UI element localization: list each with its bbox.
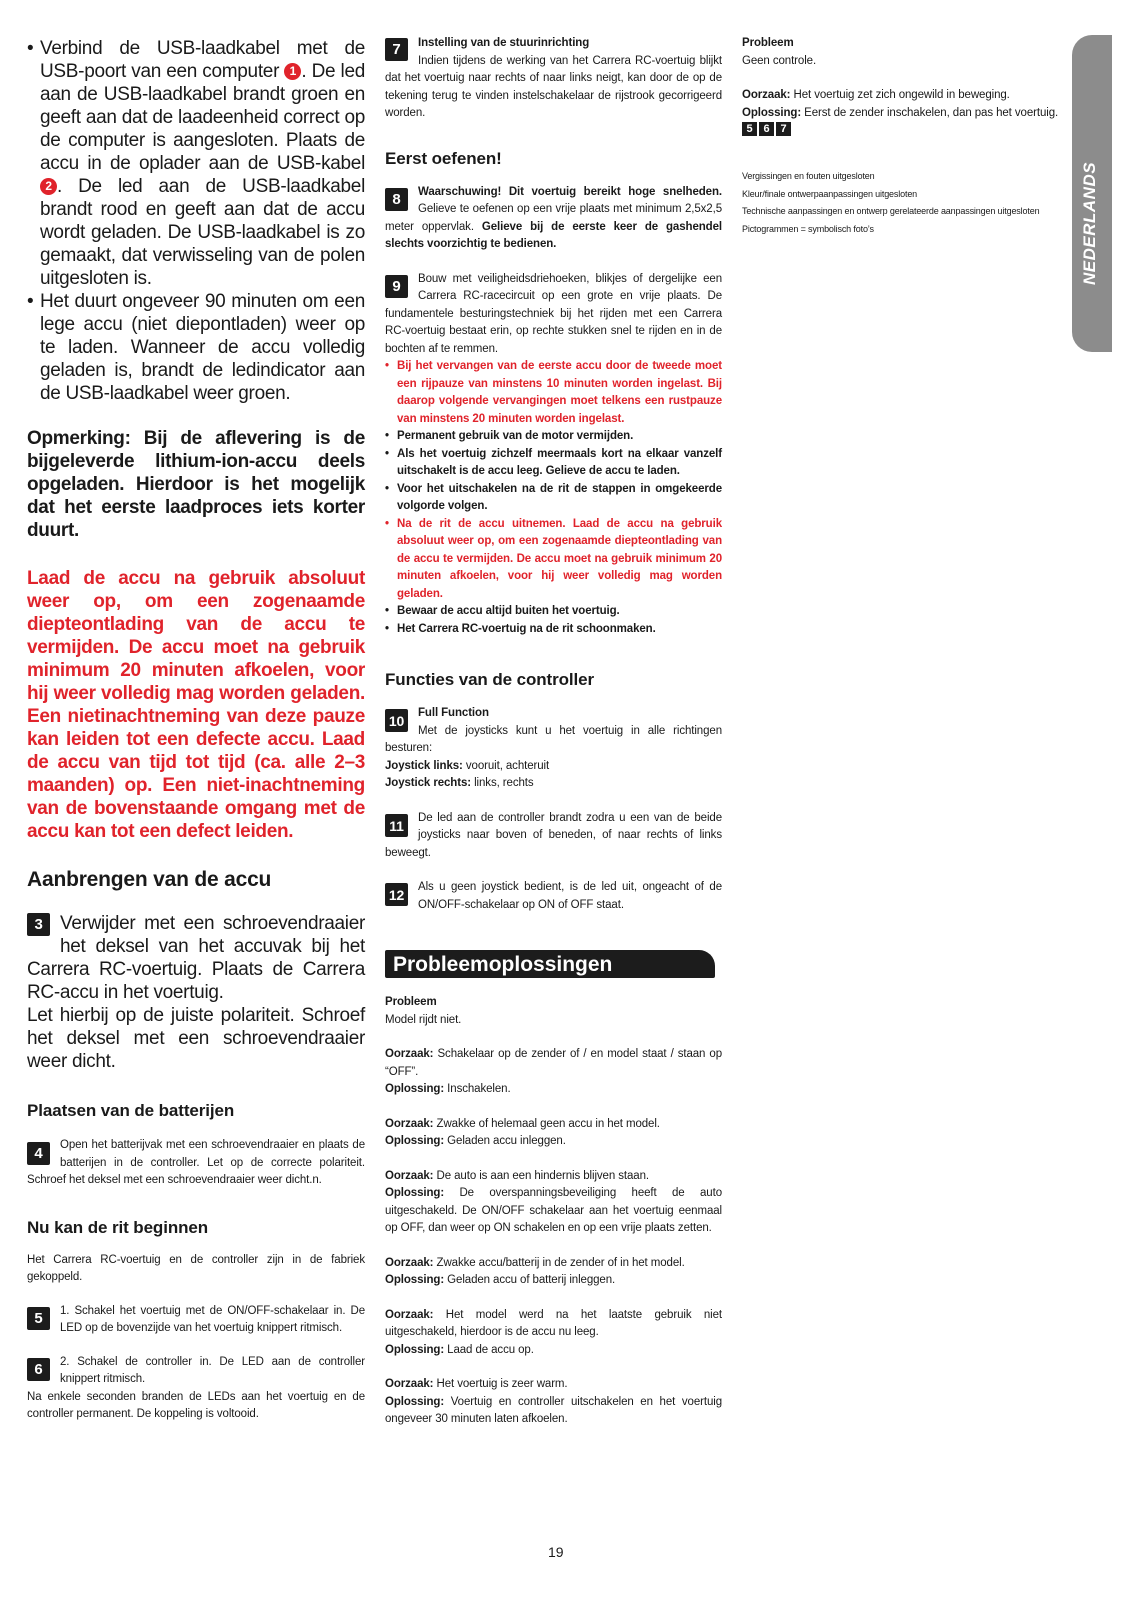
- step-7: 7 Instelling van de stuurinrichting Indien tijdens de werking van het Carrera RC-voertuig blijkt dat het voertuig naar rechts of naar links neigt, kan door de op de tekening terug te vinden instelschakelaar de rijstrook gecorrigeerd worden.: [385, 37, 722, 119]
- disclaimers: Vergissingen en fouten uitgesloten Kleur/finale ontwerpaanpassingen uitgesloten Technische aanpassingen en ontwerp gerelateerde aanpassingen uitgesloten Pictogrammen = symbolisch foto’s: [742, 171, 1040, 234]
- bullet-item: • Permanent gebruik van de motor vermijden.: [385, 428, 722, 446]
- bullet-item: • Als het voertuig zichzelf meermaals kort na elkaar vanzelf uitschakelt is de accu leeg. Gelieve de accu te laden.: [385, 446, 722, 481]
- heading-rit: Nu kan de rit beginnen: [27, 1217, 209, 1237]
- step-3: 3 Verwijder met een schroevendraaier het deksel van het accuvak bij het Carrera RC-voertuig. Plaats de Carrera RC-accu in het voertuig. Let hierbij op de juiste polariteit. Schroef het deksel met een schroevendraaier weer dicht.: [27, 913, 365, 1072]
- troubleshooting-banner: Probleemoplossingen: [385, 950, 715, 978]
- ref-badge: 7: [776, 122, 791, 136]
- charge-time-bullet: • Het duurt ongeveer 90 minuten om een lege accu (niet diepontladen) weer op te laden. Wanneer de accu volledig geladen is, brandt de ledindicator aan de USB-laadkabel weer groen.: [27, 290, 365, 405]
- trouble-item: Oorzaak: Het voertuig is zeer warm.: [385, 1378, 568, 1390]
- step-6-badge: 6: [27, 1358, 50, 1381]
- troubleshooting-continued: Probleem Geen controle. Oorzaak: Het voertuig zet zich ongewild in beweging. Oplossing: Eerst de zender inschakelen, dan pas het voertuig. 5 6 7: [742, 35, 1072, 136]
- step-8: 8 Waarschuwing! Dit voertuig bereikt hoge snelheden. Gelieve te oefenen op een vrije plaats met minimum 2,5x2,5 meter oppervlak. Gelieve bij de eerste keer de gashendel slechts voorzichtig te bedienen.: [385, 185, 722, 250]
- step-3-badge: 3: [27, 913, 50, 936]
- step-references: [742, 122, 1072, 136]
- language-side-tab: [1072, 35, 1112, 352]
- delivery-note: Opmerking: Bij de aflevering is de bijgeleverde lithium-ion-accu deels opgeladen. Hierdoor is het mogelijk dat het eerste laadproces iets korter duurt.: [27, 428, 365, 541]
- trouble-item: Oorzaak: Schakelaar op de zender of / en model staat / staan op “OFF”.: [385, 1048, 722, 1078]
- trouble-item: Oorzaak: Zwakke accu/batterij in de zender of in het model.: [385, 1256, 685, 1269]
- column-middle: [385, 0, 722, 1429]
- heading-accu: Aanbrengen van de accu: [27, 868, 272, 891]
- trouble-item: Oorzaak: Zwakke of helemaal geen accu in het model.: [385, 1117, 660, 1130]
- step-11-badge: 11: [385, 814, 408, 837]
- step-8-badge: 8: [385, 188, 408, 211]
- bullet-item: • Na de rit de accu uitnemen. Laad de accu na gebruik absoluut weer op, om een zogenaamde diepteontlading van de accu te vermijden. De accu moet na gebruik minimum 20 minuten afkoelen, voor hij weer volledig mag worden geladen.: [385, 516, 722, 604]
- column-left: [27, 0, 365, 1424]
- step-11: 11 De led aan de controller brandt zodra u een van de beide joysticks naar boven of beneden, of naar rechts of links beweegt.: [385, 811, 722, 859]
- language-label: NEDERLANDS: [1080, 161, 1099, 285]
- step-4-badge: 4: [27, 1142, 50, 1165]
- rit-intro: Het Carrera RC-voertuig en de controller zijn in de fabriek gekoppeld.: [27, 1253, 365, 1283]
- trouble-item: Oorzaak: Het model werd na het laatste gebruik niet uitgeschakeld, hierdoor is de accu nu leeg.: [385, 1308, 722, 1338]
- page-number: 19: [548, 1544, 564, 1560]
- bullet-item: • Het Carrera RC-voertuig na de rit schoonmaken.: [385, 621, 722, 639]
- marker-2-icon: 2: [40, 178, 57, 195]
- step-10-badge: 10: [385, 709, 408, 732]
- step-12-badge: 12: [385, 883, 408, 906]
- marker-1-icon: 1: [284, 63, 301, 80]
- step-5: 5 1. Schakel het voertuig met de ON/OFF-schakelaar in. De LED op de bovenzijde van het voertuig knippert ritmisch.: [27, 1303, 365, 1338]
- step-7-badge: 7: [385, 38, 408, 61]
- heading-oefenen: Eerst oefenen!: [385, 148, 502, 168]
- driving-bullets: [385, 358, 722, 638]
- heading-functies: Functies van de controller: [385, 670, 595, 689]
- battery-warning: Laad de accu na gebruik absoluut weer op, om een zogenaamde diepteontlading van de accu te vermijden. De accu moet na gebruik minimum 20 minuten afkoelen, voor hij weer volledig mag worden geladen. Een nietinachtneming van deze pauze kan leiden tot een defecte accu. Laad de accu van tijd tot tijd (ca. alle 2–3 maanden) op. Een niet-inachtneming van de bovenstaande omgang met de accu kan tot een defect leiden.: [27, 568, 365, 842]
- step-9: 9 Bouw met veiligheidsdriehoeken, blikjes of dergelijke een Carrera RC-racecircuit op een grote en vrije plaats. De fundamentele besturingstechniek bij het rijden met een Carrera RC-voertuig bestaat erin, op rechte stukken snel te rijden en in de bochten af te remmen.: [385, 272, 722, 355]
- step-10: 10 Full Function Met de joysticks kunt u het voertuig in alle richtingen besturen: Joystick links: vooruit, achteruit Joystick rechts: links, rechts: [385, 707, 722, 789]
- step-9-badge: 9: [385, 275, 408, 298]
- trouble-item: Oorzaak: De auto is aan een hindernis blijven staan.: [385, 1169, 649, 1182]
- bullet-item: • Voor het uitschakelen na de rit de stappen in omgekeerde volgorde volgen.: [385, 481, 722, 516]
- step-12: 12 Als u geen joystick bedient, is de led uit, ongeacht of de ON/OFF-schakelaar op ON of OFF staat.: [385, 879, 722, 914]
- ref-badge: 5: [742, 122, 757, 136]
- bullet-item: • Bewaar de accu altijd buiten het voertuig.: [385, 603, 722, 621]
- heading-batterijen: Plaatsen van de batterijen: [27, 1101, 235, 1120]
- step-4: 4 Open het batterijvak met een schroevendraaier en plaats de batterijen in de controller. Let op de correcte polariteit. Schroef het deksel met een schroevendraaier weer dicht.n.: [27, 1139, 365, 1186]
- troubleshooting-list: Probleem Model rijdt niet. Oorzaak: Schakelaar op de zender of / en model staat / staan op “OFF”. Oplossing: Inschakelen. Oorzaak: Zwakke of helemaal geen accu in het model. Oplossing: Geladen accu inleggen. Oorzaak: De auto is aan een hindernis blijven staan. Oplossing: De overspanningsbeveiliging heeft de auto uitgeschakeld. De ON/OFF schakelaar aan het voertuig eenmaal op OFF, dan weer op ON schakelen en op een vrije plaats zetten. Oorzaak: Zwakke accu/batterij in de zender of in het model. Oplossing: Geladen accu of batterij inleggen. Oorzaak: Het model werd na het laatste gebruik niet uitgeschakeld, hierdoor is de accu nu leeg. Oplossing: Laad de accu op. Oorzaak: Het voertuig is zeer warm. Oplossing: Voertuig en controller uitschakelen en het voertuig ongeveer 30 minuten laten afkoelen.: [385, 996, 722, 1425]
- column-right: [742, 0, 1072, 238]
- bullet-item: • Bij het vervangen van de eerste accu door de tweede moet een rijpauze van minstens 10 minuten worden ingelast. Bij daarop volgende vervangingen moet telkens een rustpauze van minstens 20 minuten worden ingelast.: [385, 358, 722, 428]
- usb-charge-bullet: • Verbind de USB-laadkabel met de USB-poort van een computer 1 . De led aan de USB-laadkabel brandt groen en geeft aan dat de laadeenheid correct op de computer is aangesloten. Plaats de accu in de oplader aan de USB-kabel 2 . De led aan de USB-laadkabel brandt rood en geeft aan dat de accu wordt geladen. De USB-laadkabel is zo gemaakt, dat verwisseling van de polen uitgesloten is.: [27, 37, 365, 290]
- step-6: 6 2. Schakel de controller in. De LED aan de controller knippert ritmisch. Na enkele seconden branden de LEDs aan het voertuig en de controller permanent. De koppeling is voltooid.: [27, 1355, 365, 1420]
- step-5-badge: 5: [27, 1307, 50, 1330]
- ref-badge: 6: [759, 122, 774, 136]
